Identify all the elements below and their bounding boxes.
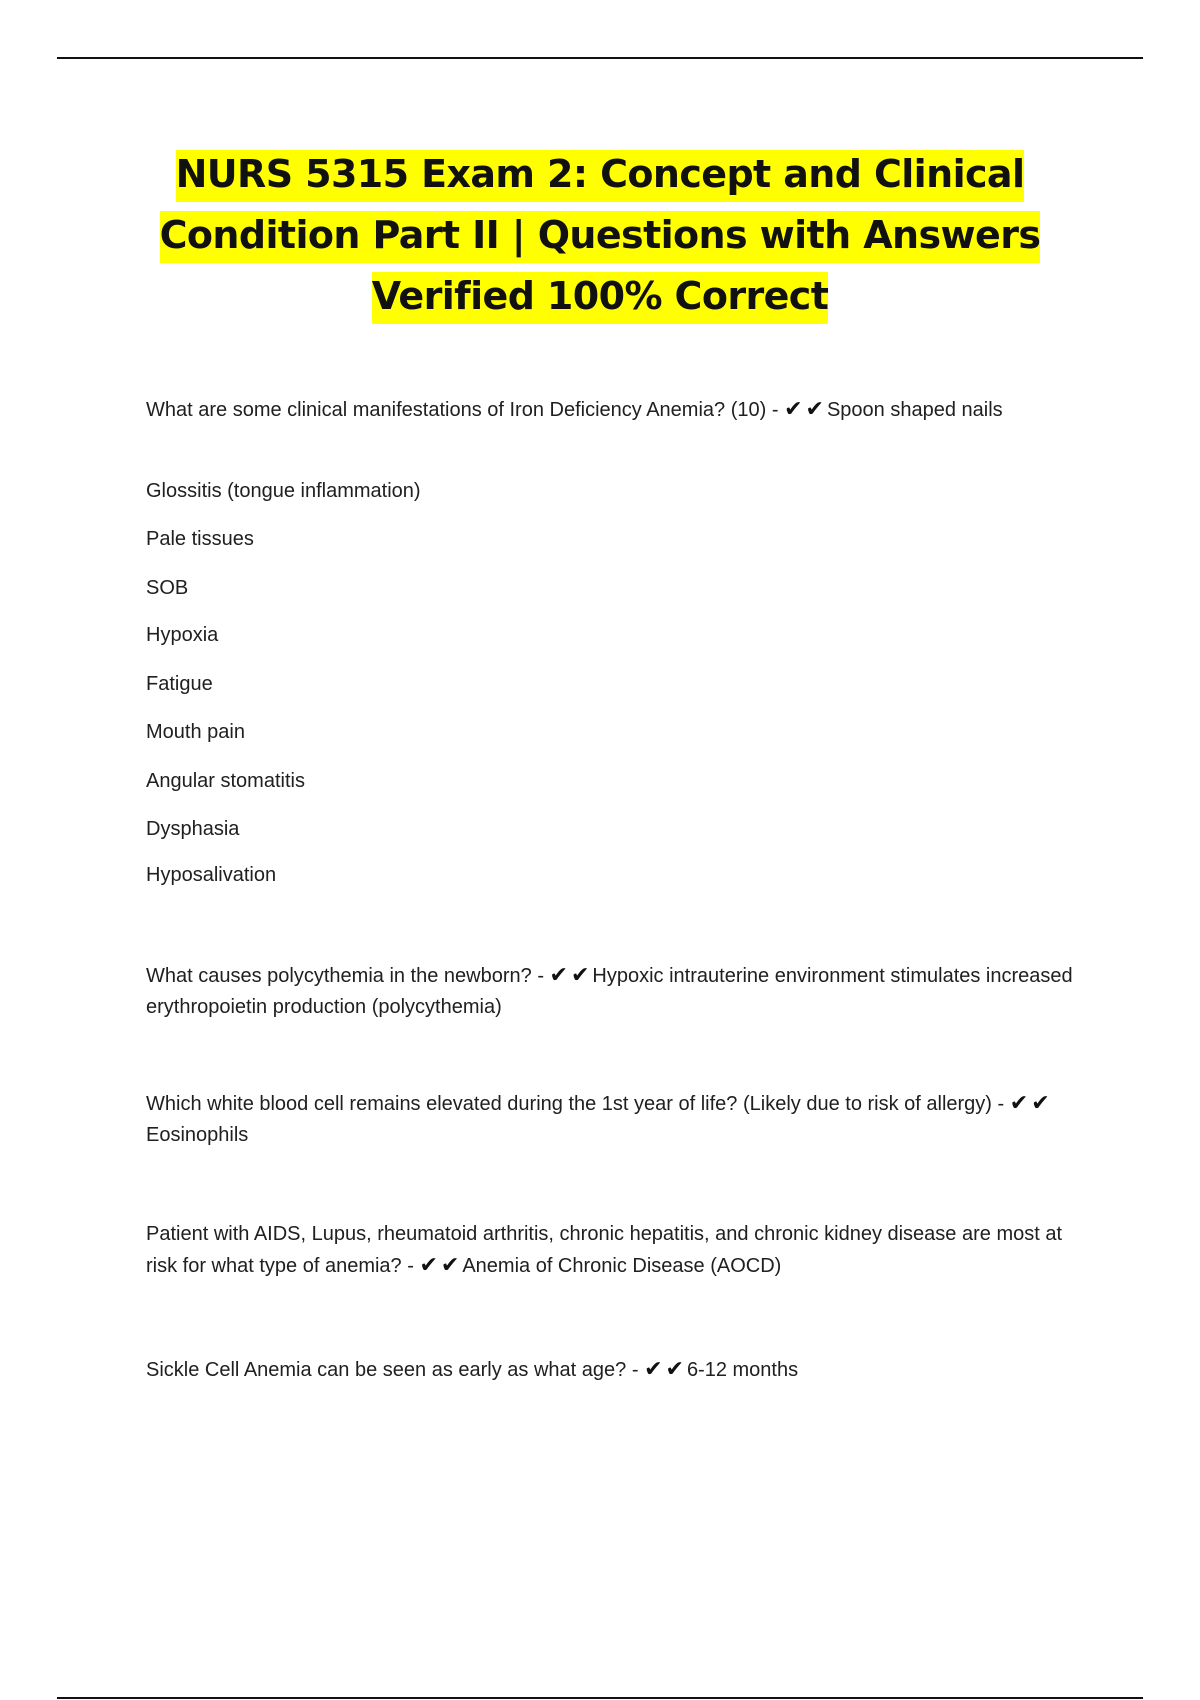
checkmark-icon: ✔ [644, 1357, 663, 1382]
qa-item-5 [146, 1354, 1096, 1386]
answer-list-item: Hyposalivation [146, 864, 277, 886]
checkmark-icon: ✔ [570, 963, 590, 988]
checkmark-icon: ✔ [1031, 1091, 1050, 1116]
question-text: What are some clinical manifestations of Iron Deficiency Anemia? (10) - [146, 399, 779, 421]
answer-text: 6-12 months [686, 1359, 799, 1381]
answer-list-item: Hypoxia [146, 624, 219, 646]
checkmark-icon: ✔ [805, 397, 824, 422]
qa-item-4 [146, 1219, 1096, 1282]
answer-list-item: Pale tissues [146, 528, 254, 550]
answer-text: Spoon shaped nails [826, 399, 1003, 421]
qa-item-3 [146, 1088, 1096, 1151]
answer-text: Eosinophils [146, 1124, 249, 1146]
answer-list-item: Mouth pain [146, 721, 245, 743]
qa-item-2 [146, 960, 1096, 1023]
answer-text: Anemia of Chronic Disease (AOCD) [462, 1255, 782, 1277]
answer-list-item: Angular stomatitis [146, 770, 305, 792]
answer-list-item: Glossitis (tongue inflammation) [146, 480, 421, 502]
answer-list-item: SOB [146, 577, 189, 599]
checkmark-icon: ✔ [419, 1253, 438, 1278]
header-rule [57, 57, 1143, 59]
checkmark-icon: ✔ [784, 397, 803, 422]
title-line-1: NURS 5315 Exam 2: Concept and Clinical [176, 150, 1025, 202]
checkmark-icon: ✔ [549, 963, 568, 988]
qa-item-1 [146, 394, 1096, 426]
title-line-3: Verified 100% Correct [372, 272, 829, 324]
document-title [150, 144, 1050, 327]
checkmark-icon: ✔ [1009, 1091, 1029, 1116]
question-text: What causes polycythemia in the newborn? - [146, 965, 544, 987]
question-text: Which white blood cell remains elevated during the 1st year of life? (Likely due to risk of allergy) - [146, 1093, 1005, 1115]
question-text: Patient with AIDS, Lupus, rheumatoid arthritis, chronic hepatitis, and chronic kidney disease are most at risk for what type of anemia? - [146, 1223, 1063, 1277]
checkmark-icon: ✔ [665, 1357, 684, 1382]
footer-rule [57, 1697, 1143, 1699]
question-text: Sickle Cell Anemia can be seen as early as what age? - [146, 1359, 639, 1381]
title-line-2: Condition Part II | Questions with Answers [160, 211, 1041, 263]
answer-text: Hypoxic intrauterine environment stimulates increased erythropoietin production (polycythemia) [146, 965, 1073, 1018]
checkmark-icon: ✔ [440, 1253, 460, 1278]
answer-list-item: Dysphasia [146, 818, 240, 840]
answer-list-item: Fatigue [146, 673, 213, 695]
